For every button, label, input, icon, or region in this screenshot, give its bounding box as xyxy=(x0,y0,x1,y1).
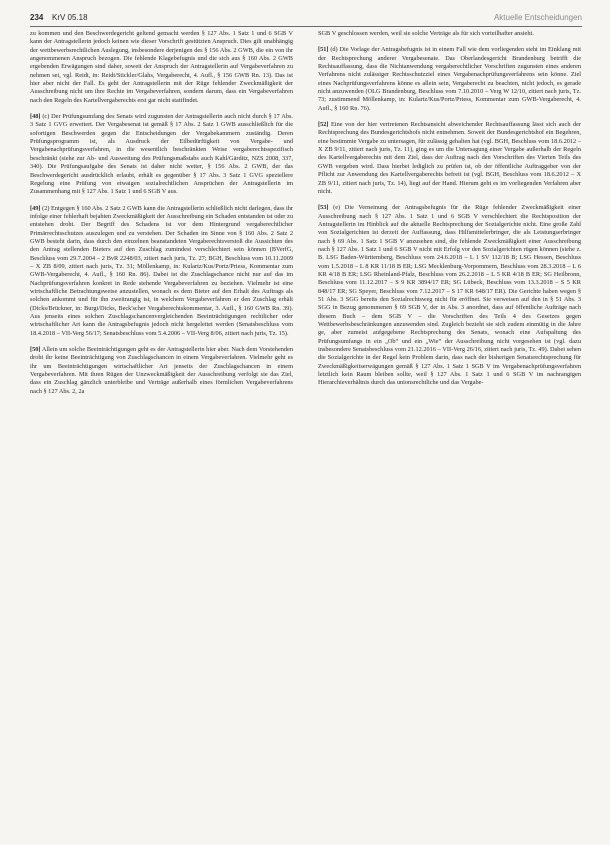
right-column xyxy=(318,30,581,396)
paragraph-number: [50] xyxy=(30,346,41,354)
paragraph-text: Allein um solche Beeinträchtigungen geht es der Antragstellerin hier aber. Nach dem Vorstehenden droht ihr keine Beeinträchtigung von Zuschlagschancen in einem Vergabeverfahren. Vielmehr geht es ihr um Beeinträchtigungen wirtschaftlicher Art jenseits der Zuschlagschancen in einem Vergabeverfahren. Mit ihren Rügen der Unzweckmäßigkeit der Ausschreibung verfolgt sie das Ziel, dass ein Zuschlag gänzlich unterbleibe und Verträge außerhalb eines förmlichen Vergabeverfahrens nach § 127 Abs. 2, 2a xyxy=(30,346,293,395)
paragraph-number: [52] xyxy=(318,121,329,129)
paragraph-number: [53] xyxy=(318,204,329,212)
paragraph-text: (c) Der Prüfungsumfang des Senats wird zugunsten der Antragstellerin auch nicht durch § 17 Abs. 3 Satz 1 GVG erweitert. Der Vergabesenat ist gemäß § 17 Abs. 2 Satz 1 GWB ausschließlich für die sofortigen Beschwerden gegen die Entscheidungen der Vergabekammern zuständig. Deren Prüfungsprogramm ist, als Ausdruck der Eilbedürftigkeit von Vergabe- und Vergabenachprüfungsverfahren, in die wesentlich beschränkten Weise vergaberechtsspezifisch beschränkt (siehe zur Ab- und Ausweitung des Prüfungsmaßstabs auch Kahl/Gärditz, NZS 2008, 337, 340). Die Prüfungsaufgabe des Senats ist daher nicht weiter, § 156 Abs. 2 GWB, der das Beschwerdegericht ausdrücklich erlaubt, erhält es gegenüber § 17 Abs. 3 Satz 1 GVG speziellere Regelung eine Prüfung von etwaigen sozialrechtlichen Ansprüchen der Antragstellerin im Zusammenhang mit § 127 Abs. 1 Satz 1 und 6 SGB V aus. xyxy=(30,113,293,196)
paragraph xyxy=(318,30,581,38)
paragraph-number: [49] xyxy=(30,204,41,212)
paragraph xyxy=(30,346,293,396)
paragraph xyxy=(30,113,293,196)
paragraph-text: zu kommen und den Beschwerdegericht geltend gemacht werden § 127 Abs. 1 Satz 1 und 6 SGB V kann der Antragstellerin jedoch keinen wie dieser Vorschrift gestützten Anspruch. Dies gilt unabhängig der wettbewerbsrechtlichen Auslegung, insbesondere derjenigen des § 156 Abs. 2 GWB, die ein von ihr angenommenen Anspruch bezogen. Die fehlende Klagebefugnis und die sich aus § 160 Abs. 2 GWB ergebenden Erwägungen sind daher, soweit der Anspruch der Antragstellerin auf Vergabeverfahren zu nehmen sei, vgl. Reidt, in: Reidt/Stickler/Glahs, Vergaberecht, 4. Aufl., § 156 GWB Rn. 13). Das ist hier aber nicht der Fall. Es geht der Antragstellerin mit der Rüge fehlender Zweckmäßigkeit der Ausschreibung nicht um ihre Rechte im Vergabeverfahren, sondern darum, dass ein Vergabeverfahren nach den Regeln des Kartellvergaberechts erst gar nicht stattfindet. xyxy=(30,30,293,104)
paragraph-text: (2) Entgegen § 160 Abs. 2 Satz 2 GWB kann die Antragstellerin schließlich nicht darlegen, dass ihr infolge einer fehlerhaft bejahten Zweckmäßigkeit der Ausschreibung ein Schaden entstanden ist oder zu entstehen droht. Der Begriff des Schadens ist vor dem Hintergrund vergaberechtlicher Primärrechtsschutzes auszulegen und zu verstehen. Der Schaden im Sinne von § 160 Abs. 2 Satz 2 GWB besteht darin, dass durch den einzelnen beanstandeten Vergaberechtsverstoß die Aussichten des den Antrag stellenden Bieters auf den Zuschlag zumindest verschlechtert sein können (BVerfG, Beschluss vom 29.7.2004 – 2 BvR 2248/03, zitiert nach juris, Tz. 27; BGH, Beschluss vom 10.11.2009 – X ZB 8/09, zitiert nach juris, Tz. 31; Möllenkamp, in: Kulartz/Kus/Portz/Priess, Kommentar zum GWB-Vergaberecht, 4. Aufl., § 160 Rn. 86). Dabei ist die Zuschlagschance nicht nur auf das im Nachprüfungsverfahren konkret in Rede stehende Vergabeverfahren zu beziehen. Vielmehr ist eine wirtschaftliche Betrachtungsweise anzustellen, wonach es dem Bieter auf den Erhalt des Auftrags als solchen ankommt und für ihn zweitrangig ist, in welchem Vergabeverfahren er den Zuschlag erhält (Dicks/Brückner, in: Burgi/Dicks, Beck'scher Vergaberechtskommentar, 3. Aufl., § 160 GWB Rn. 39). Aus jenseits eines solchen Zuschlagschancenvergleichenden Beeinträchtigungen rechtlicher oder wirtschaftlicher Art kann die Antragsbefugnis jedoch nicht hergeleitet werden (Senatsbeschluss vom 18.4.2018 – VII-Verg 56/17; Senatsbeschluss vom 5.4.2006 – VII-Verg 8/06, zitiert nach juris, Tz. 15). xyxy=(30,204,293,337)
journal-ref: KrV 05.18 xyxy=(52,13,88,22)
paragraph xyxy=(30,205,293,339)
paragraph-text: Eine von der hier vertretenen Rechtsansicht abweichender Rechtsauffassung lässt sich auch der Rechtsprechung des Bundesgerichtshofs nicht entnehmen. Soweit der Bundesgerichtshof ein Begehren, eine bestimmte Vergabe zu untersagen, für zulässig gehalten hat (vgl. BGH, Beschluss vom 18.6.2012 – X ZB 9/11, zitiert nach juris, Tz. 11), ging es um die Untersagung einer Vergabe außerhalb der Regeln des Kartellvergaberechts mit dem Ziel, dass der Auftrag nach den Vorschriften des Vierten Teils des GWB vergeben wird. Dass hierbei lediglich zu prüfen ist, ob der öffentliche Auftraggeber von der Pflicht zur Anwendung des Kartellvergaberechts befreit ist (vgl. BGH, Beschluss vom 18.6.2012 – X ZB 9/11, zitiert nach juris, Tz. 14), liegt auf der Hand. Hierum geht es im vorliegenden Verfahren aber nicht. xyxy=(318,121,582,195)
paragraph-number: [51] xyxy=(318,46,329,54)
paragraph-number: [48] xyxy=(30,113,41,121)
paragraph xyxy=(30,30,293,105)
paragraph xyxy=(318,204,581,388)
section-title: Aktuelle Entscheidungen xyxy=(493,13,582,22)
paragraph-text: SGB V geschlossen werden, weil sie solche Verträge als für sich vorteilhafter ansieht. xyxy=(318,30,534,37)
left-column xyxy=(30,30,293,404)
paragraph-text: (e) Die Verneinung der Antragsbefugnis für die Rüge fehlender Zweckmäßigkeit einer Ausschreibung nach § 127 Abs. 1 Satz 1 und 6 SGB V verschlechtert die Rechtsposition der Antragstellerin im Hinblick auf die aktuelle Rechtsprechung der Sozialgerichte nicht. Eine große Zahl von Sozialgerichten ist derzeit der Auffassung, dass Hilfsmittelerbringer, die als Leistungserbringer nach § 69 Abs. 1 Satz 1 SGB V anzusehen sind, die fehlende Zweckmäßigkeit einer Ausschreibung nach § 127 Abs. 1 Satz 1 und 6 SGB V nicht mit Erfolg vor den Sozialgerichten rügen können (siehe z. B. LSG Baden-Württemberg, Beschluss vom 24.6.2018 – L 1 SV 112/18 B; LSG Hessen, Beschluss vom 1.5.2018 – L 8 KR 11/18 B ER; LSG Mecklenburg-Vorpommern, Beschluss vom 28.3.2018 – L 6 KR 4/18 B ER; LSG Rheinland-Pfalz, Beschluss vom 26.2.2018 – L 5 KR 4/18 B ER; SG Heilbronn, Beschluss vom 11.12.2017 – S 9 KR 3894/17 ER; SG Lübeck, Beschluss vom 13.3.2018 – S 5 KR 848/17 ER; SG Speyer, Beschluss vom 7.12.2017 – S 17 KR 648/17 ER). Die Gerichte haben wegen § 51 Abs. 3 SGG bereits den Sozialrechtsweg nicht für eröffnet. Sie verweisen auf den in § 51 Abs. 3 SGG in Bezug genommenen § 69 SGB V, der in Abs. 3 anordnet, dass auf öffentliche Aufträge nach diesem Buch – dem SGB V – die Vorschriften des Teils 4 des Gesetzes gegen Wettbewerbsbeschränkungen anzuwenden sind. Zugleich bezieht sie sich zudem einmütig in die Jahre ge, aber zumeist aufgegebene Rechtsprechung des Senats, wonach eine Aufspaltung des Prüfungsumfangs in ein „Ob“ und ein „Wie“ der Ausschreibung nicht vorgesehen ist (vgl. dazu insbesondere Senatsbeschluss vom 21.12.2016 – VII-Verg 26/16, zitiert nach juris, Tz. 49). Dabei sehen die Sozialgerichte in der Regel kein Problem darin, dass nach der bisherigen Senatsrechtsprechung für Zweckmäßigkeitserwägungen gemäß § 127 Abs. 1 Satz 1 SGB V im Vergabenachprüfungsverfahren letztlich kein Raum bleiben sollte, weil § 127 Abs. 1 Satz 1 und 6 SGB V im nachrangigen Hierarchieverhältnis durch das unionsrechtliche und das Vergabe- xyxy=(318,204,581,387)
paragraph xyxy=(318,121,581,196)
running-header xyxy=(30,10,582,27)
paragraph xyxy=(318,46,581,113)
page-number: 234 xyxy=(30,13,44,22)
paragraph-text: (d) Die Vorlage der Antragsbefugnis ist in einem Fall wie dem vorliegenden steht im Einklang mit der Rechtsprechung anderer Vergabesenate. Das Oberlandesgericht Brandenburg betrifft die Rechtsauffassung, dass die Nichtanwendung vergaberechtlicher Vorschriften zugunsten eines anderen Verfahrens nicht zulässiger Rechtsschutzziel eines Vergabenachprüfungsverfahrens sein könne. Ziel eines Nachprüfungsverfahrens könne es allein sein, Vergaberecht zu beachten, nicht jedoch, es gerade nicht anzuwenden (OLG Brandenburg, Beschluss vom 7.10.2010 – Verg W 12/10, zitiert nach juris, Tz. 73; zustimmend Möllenkamp, in: Kulartz/Kus/Portz/Priess, Kommentar zum GWB-Vergaberecht, 4. Aufl., § 160 Rn. 76). xyxy=(318,46,581,112)
